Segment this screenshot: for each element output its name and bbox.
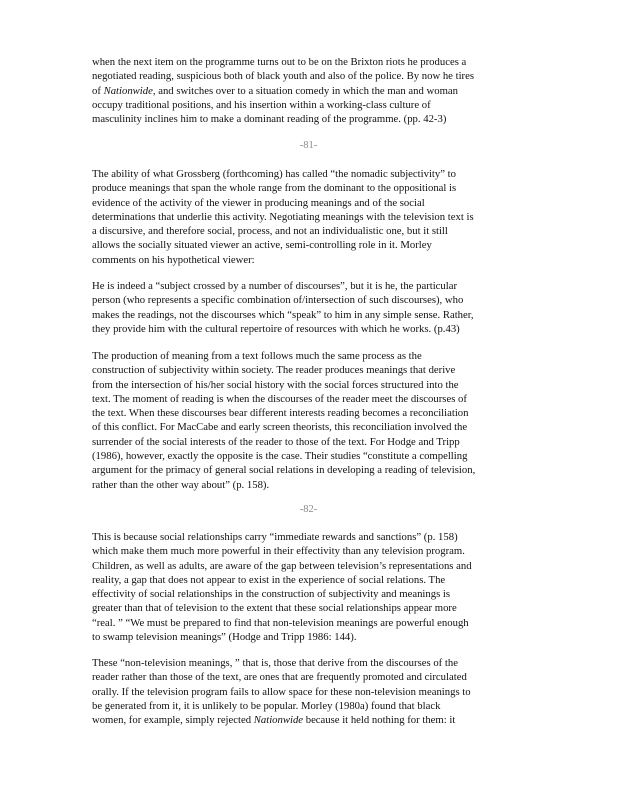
text-line: makes the readings, not the discourses which “speak” to him in any simple sense. Rather, xyxy=(92,308,474,321)
text-line: reader rather than those of the text, are ones that are frequently promoted and circulated xyxy=(92,671,467,684)
text-line: The production of meaning from a text follows much the same process as the xyxy=(92,350,422,362)
emphasis-nationwide: Nationwide xyxy=(253,714,304,727)
text-line: comments on his hypothetical viewer: xyxy=(92,253,255,266)
text-line xyxy=(92,84,532,98)
text-line: to swamp television meanings” (Hodge and Tripp 1986: 144). xyxy=(92,631,357,644)
text-line: surrender of the social interests of the reader to those of the text. For Hodge and Tripp xyxy=(92,435,460,448)
text-line: text. The moment of reading is when the discourses of the reader meet the discourses of xyxy=(92,392,467,405)
paragraph-nomadic-subjectivity xyxy=(92,167,532,267)
text-line: be generated from it, it is unlikely to be popular. Morley (1980a) found that black xyxy=(92,699,441,712)
text-line: reality, a gap that does not appear to exist in the experience of social relations. The xyxy=(92,573,446,586)
text-line: person (who represents a specific combination of/intersection of such discourses), who xyxy=(92,294,464,307)
text-line: The ability of what Grossberg (forthcoming) has called “the nomadic subjectivity” to xyxy=(92,168,456,180)
text-line: from the intersection of his/her social history with the social forces structured into the xyxy=(92,378,459,391)
text-line: which make them much more powerful in their effectivity than any television program. xyxy=(92,545,465,558)
text-line: the text. When these discourses bear different interests reading becomes a reconciliation xyxy=(92,407,469,420)
text-line: a discursive, and therefore social, process, and not an individualistic one, but it still xyxy=(92,225,448,238)
text-fragment: , and switches over to a situation comedy in which the man and woman xyxy=(152,84,458,97)
paragraph-social-relationships xyxy=(92,530,532,644)
text-line: greater than that of television to the extent that these social relationships appear more xyxy=(92,602,457,615)
text-line: effectivity of social relationships in the construction of subjectivity and meanings is xyxy=(92,588,451,601)
text-line: argument for the primacy of general social relations in developing a reading of television, xyxy=(92,464,476,477)
text-line: orally. If the television program fails to allow space for these non-television meanings to xyxy=(92,685,471,698)
text-line: evidence of the activity of the viewer in producing meanings and of the social xyxy=(92,196,425,209)
paragraph-production-of-meaning xyxy=(92,349,532,492)
text-fragment: of xyxy=(92,84,104,97)
text-line: they provide him with the cultural repertoire of resources with which he works. (p.43) xyxy=(92,322,460,335)
page-number-82: -82- xyxy=(299,504,318,515)
text-line: negotiated reading, suspicious both of black youth and also of the police. By now he tires xyxy=(92,70,474,83)
text-line: construction of subjectivity within society. The reader produces meanings that derive xyxy=(92,364,456,377)
text-line: (1986), however, exactly the opposite is the case. Their studies “constitute a compelling xyxy=(92,450,468,463)
text-line xyxy=(92,713,532,727)
text-fragment: because it held nothing for them: it xyxy=(303,714,456,727)
emphasis-nationwide: Nationwide xyxy=(103,84,153,97)
text-line: of this conflict. For MacCabe and early screen theorists, this reconciliation involved the xyxy=(92,421,468,434)
text-line: occupy traditional positions, and his insertion within a working-class culture of xyxy=(92,98,431,111)
text-line: This is because social relationships carry “immediate rewards and sanctions” (p. 158) xyxy=(92,531,458,543)
text-line: “real. ” “We must be prepared to find that non-television meanings are powerful enough xyxy=(92,616,469,629)
text-line: Children, as well as adults, are aware of the gap between television’s representations and xyxy=(92,559,472,572)
text-line: allows the socially situated viewer an active, semi-controlling role in it. Morley xyxy=(92,239,432,252)
paragraph-brixton-reading xyxy=(92,55,532,126)
text-line: These “non-television meanings, ” that is, those that derive from the discourses of the xyxy=(92,657,458,669)
text-line: produce meanings that span the whole range from the dominant to the oppositional is xyxy=(92,182,457,195)
text-line: rather than the other way about” (p. 158). xyxy=(92,478,270,491)
page-number-81: -81- xyxy=(299,140,318,151)
text-line: He is indeed a “subject crossed by a number of discourses”, but it is he, the particular xyxy=(92,280,458,292)
text-line: when the next item on the programme turns out to be on the Brixton riots he produces a xyxy=(92,56,467,68)
paragraph-morley-quote xyxy=(92,279,532,336)
paragraph-non-television-meanings xyxy=(92,656,532,727)
text-line: determinations that underlie this activity. Negotiating meanings with the television text is xyxy=(92,210,474,223)
text-fragment: women, for example, simply rejected xyxy=(92,714,254,727)
text-line: masculinity inclines him to make a dominant reading of the programme. (pp. 42-3) xyxy=(92,113,447,126)
